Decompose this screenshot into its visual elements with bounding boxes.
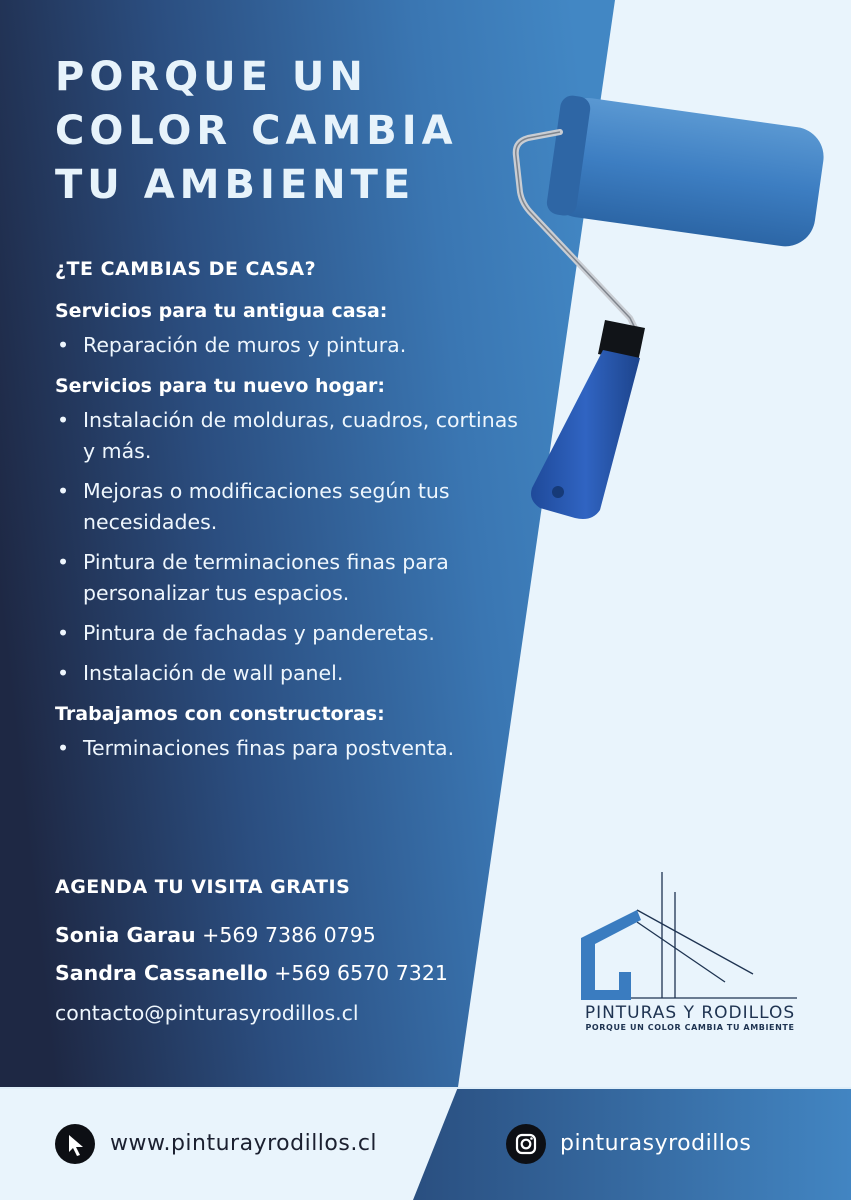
- services-section: [55, 258, 525, 773]
- group-title-new-home: Servicios para tu nuevo hogar:: [55, 375, 386, 397]
- list-item: • Instalación de molduras, cuadros, cortinas y más.: [55, 405, 525, 467]
- headline-line-2: COLOR CAMBIA: [55, 108, 458, 154]
- contact-name: Sonia Garau: [55, 923, 196, 947]
- list-item: • Terminaciones finas para postventa.: [55, 733, 525, 764]
- contact-row-sonia: [55, 916, 525, 954]
- cursor-arrow-icon: [55, 1124, 95, 1164]
- website-link[interactable]: www.pinturayrodillos.cl: [110, 1131, 378, 1156]
- list-item: • Pintura de terminaciones finas para personalizar tus espacios.: [55, 547, 525, 609]
- brand-name: PINTURAS Y RODILLOS: [584, 1003, 796, 1023]
- old-house-list: [55, 330, 525, 361]
- instagram-handle[interactable]: pinturasyrodillos: [560, 1131, 752, 1156]
- contact-title: AGENDA TU VISITA GRATIS: [55, 876, 351, 898]
- contact-phone[interactable]: +569 6570 7321: [274, 961, 448, 985]
- contact-email[interactable]: contacto@pinturasyrodillos.cl: [55, 1001, 359, 1025]
- brand-tagline: PORQUE UN COLOR CAMBIA TU AMBIENTE: [585, 1023, 795, 1032]
- contact-phone[interactable]: +569 7386 0795: [202, 923, 376, 947]
- contact-row-sandra: [55, 954, 525, 992]
- headline: [55, 50, 535, 212]
- contact-section: [55, 876, 525, 1025]
- headline-line-1: PORQUE UN: [55, 54, 368, 100]
- list-item: • Instalación de wall panel.: [55, 658, 525, 689]
- group-title-constructors: Trabajamos con constructoras:: [55, 703, 385, 725]
- list-item: • Reparación de muros y pintura.: [55, 330, 525, 361]
- group-title-old-house: Servicios para tu antigua casa:: [55, 300, 388, 322]
- contact-name: Sandra Cassanello: [55, 961, 268, 985]
- services-question: ¿TE CAMBIAS DE CASA?: [55, 258, 317, 280]
- instagram-icon: [506, 1124, 546, 1164]
- list-item: • Mejoras o modificaciones según tus necesidades.: [55, 476, 525, 538]
- headline-line-3: TU AMBIENTE: [55, 162, 416, 208]
- list-item: • Pintura de fachadas y panderetas.: [55, 618, 525, 649]
- new-home-list: [55, 405, 525, 689]
- constructors-list: [55, 733, 525, 764]
